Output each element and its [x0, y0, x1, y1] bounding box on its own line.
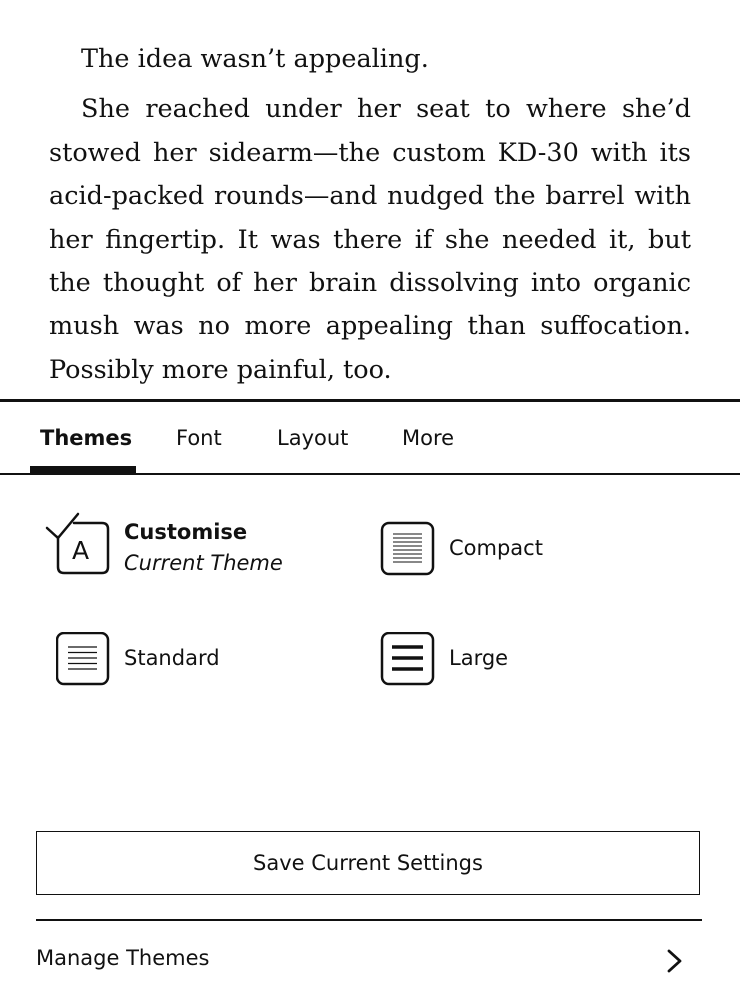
tab-more[interactable]: More [402, 426, 455, 450]
tabs-divider [0, 473, 740, 475]
customise-icon-letter: A [72, 536, 90, 565]
active-tab-indicator [30, 466, 136, 473]
large-label: Large [449, 646, 509, 670]
book-text [49, 38, 691, 399]
customise-title: Customise [124, 520, 248, 544]
tab-font[interactable]: Font [176, 426, 222, 450]
standard-theme-icon [56, 632, 112, 688]
manage-divider [36, 919, 702, 921]
tab-themes[interactable]: Themes [40, 426, 133, 450]
theme-large[interactable] [380, 632, 580, 688]
settings-tabs [0, 402, 740, 474]
theme-compact[interactable] [380, 521, 580, 577]
manage-themes-label: Manage Themes [36, 946, 210, 970]
large-theme-icon [380, 632, 436, 688]
compact-theme-icon [380, 521, 436, 577]
manage-themes-row[interactable] [36, 932, 702, 990]
theme-standard[interactable] [56, 632, 256, 688]
theme-customise[interactable] [44, 510, 324, 580]
compact-label: Compact [449, 536, 543, 560]
standard-label: Standard [124, 646, 220, 670]
book-paragraph: The idea wasn’t appealing. [81, 44, 429, 74]
book-paragraph: She reached under her seat to where she’d stowed her sidearm—the custom KD-30 with its acid-packed rounds—and nudged the barrel with her fingertip. It was there if she needed it, but the thought of her brain dissolving into organic mush was no more appealing than suffocation. Possibly more painful, too. [49, 94, 691, 385]
tab-layout[interactable]: Layout [277, 426, 349, 450]
save-current-settings-button[interactable]: Save Current Settings [36, 831, 700, 895]
customise-subtitle: Current Theme [124, 551, 283, 575]
chevron-right-icon [666, 948, 684, 974]
